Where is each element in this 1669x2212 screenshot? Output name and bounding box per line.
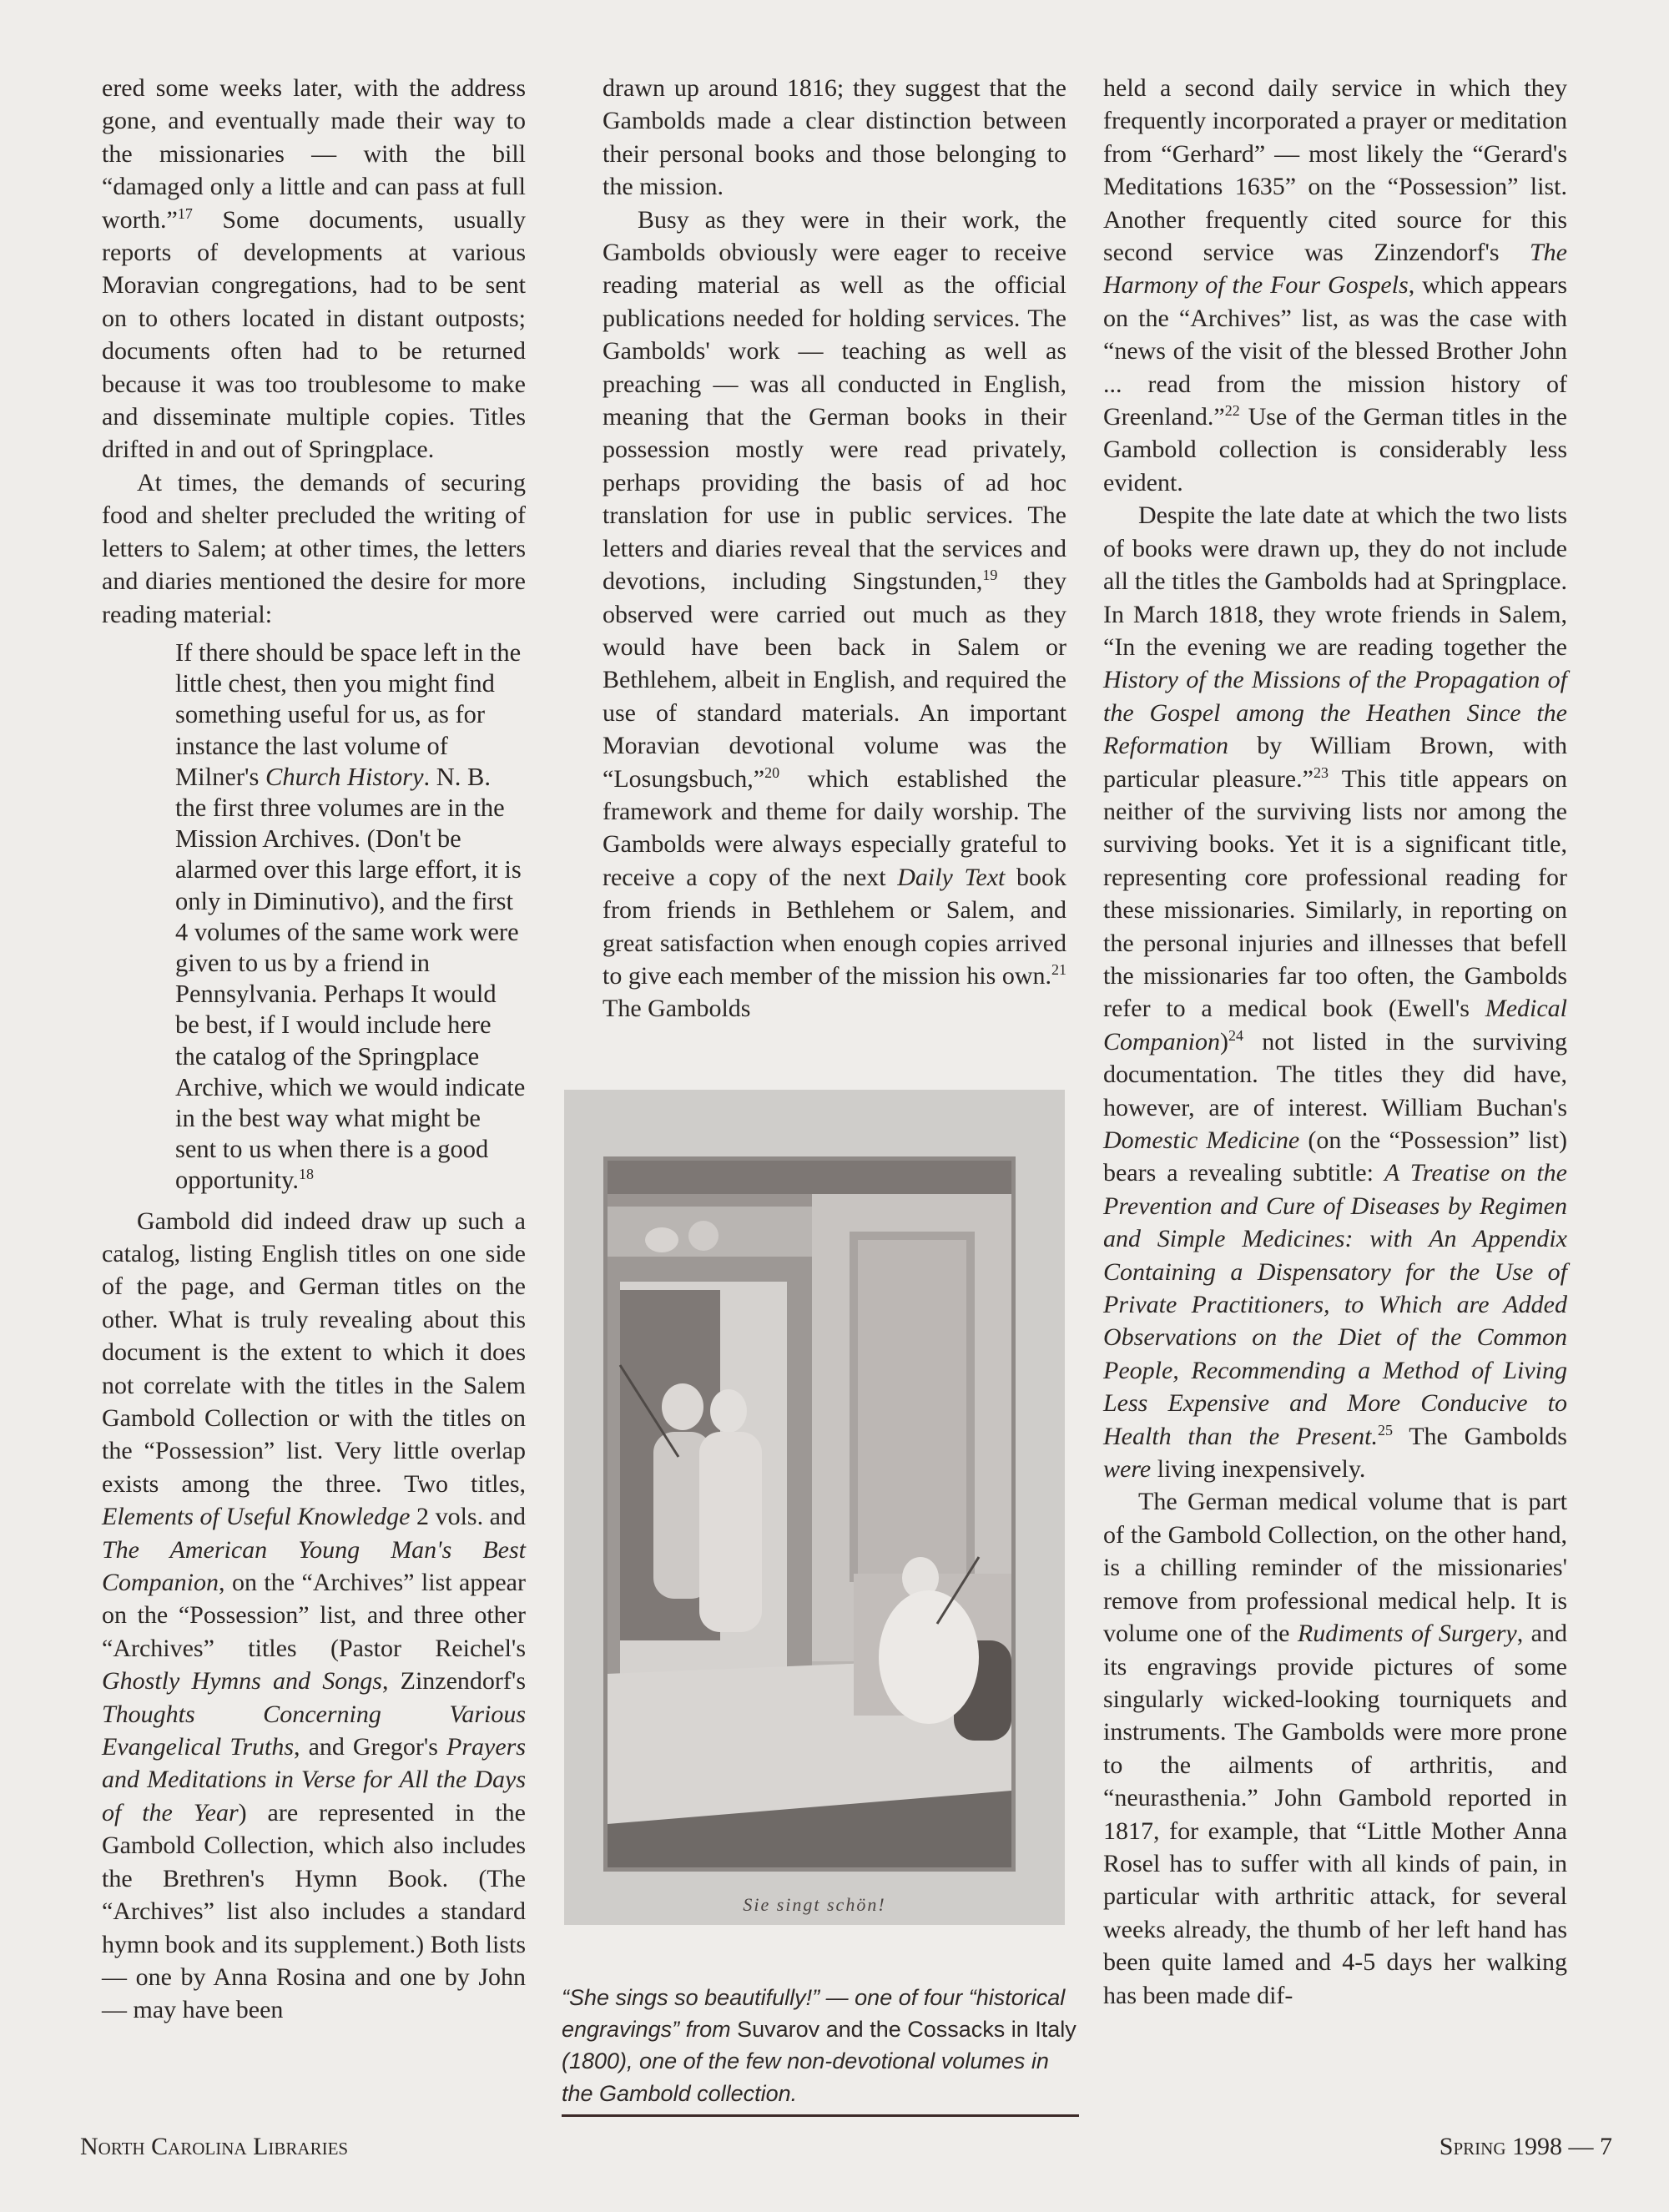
text-run: , which appears on the “Archives” list, as was the case with “news of the visit of the blessed Brother John ... read from the mission history of Greenland.” [1103,271,1567,431]
text-run: book from friends in Bethlehem or Salem, and great satisfaction when enough copies arrived to give each member of the mission his own. [603,863,1067,990]
italic-title: Church History [265,762,424,791]
caption-book-title: Suvarov and the Cossacks in Italy [737,2017,1077,2043]
caption-text: “She sings so beautifully!” — one of four “historical engravings” from [562,1985,1066,2043]
italic-title: The American Young Man's Best Companion [102,1535,526,1597]
issue-page-number: Spring 1998 — 7 [1439,2133,1612,2160]
engraving-figure [564,1090,1065,1925]
text-run: 2 vols. and [410,1503,526,1531]
paragraph [102,466,526,631]
article-column-1 [102,72,526,2027]
footnote-ref: 19 [982,567,998,584]
text-run: The German medical volume that is part of the Gambold Collection, on the other hand, is a chilling reminder of the missionaries' remove from professional medical help. It is volume one of the [1103,1488,1567,1648]
text-run: If there should be space left in the little chest, then you might find something useful for us, as for instance the last volume of Milner's [175,637,522,791]
text-run: , and its engravings provide pictures of some singularly wicked-looking tourniquets and instruments. The Gambolds were more prone to the ailments of arthritis, and “neurasthenia.” John Gambold reported in 1817, for example, that “Little Mother Anna Rosel has to suffer with all kinds of pain, in particular with arthritic attack, for several weeks already, the thumb of her left hand has been quite lamed and 4-5 days her walking has been made dif- [1103,1620,1567,2009]
footnote-ref: 18 [298,1166,314,1183]
block-quote [175,637,526,1197]
italic-title: were [1103,1455,1152,1484]
text-run: Some documents, usually reports of developments at various Moravian congregations, had to be sent on to others located in distant outposts; documents often had to be returned because it was too troublesome to make and disseminate multiple copies. Titles drifted in and out of Springplace. [102,205,526,464]
text-run: Gambold did indeed draw up such a catalog, listing English titles on one side of the page, and German titles on the other. What is truly revealing about this document is the extent to which it does not correlate with the titles in the Salem Gambold Collection or with the titles on the “Possession” list. Very little overlap exists among the three. Two titles, [102,1207,526,1498]
journal-name-footer: North Carolina Libraries [80,2133,349,2160]
italic-title: A Treatise on the Prevention and Cure of Diseases by Regimen and Simple Medicines: with An Appendix Containing a Dispensatory for the Use of Private Practitioners, to Which are Added Observations on the Diet of the Common People, Recommending a Method of Living Less Expensive and More Conducive to Health than the Present. [1103,1159,1567,1450]
paragraph [1103,1485,1567,2012]
text-run: which established the framework and theme for daily worship. The Gambolds were always especially grateful to receive a copy of the next [603,764,1066,891]
text-run: held a second daily service in which they frequently incorporated a prayer or meditation from “Gerhard” — most likely the “Gerard's Meditations 1635” on the “Possession” list. Another frequently cited source for this second service was Zinzendorf's [1103,74,1567,267]
engraving-illustration [603,1156,1016,1872]
text-run: ered some weeks later, with the address gone, and eventually made their way to the missionaries — with the bill “damaged only a little and can pass at full worth.” [102,74,526,234]
footnote-ref: 25 [1378,1421,1393,1439]
text-run: not listed in the surviving documentation. The titles they did have, however, are of interest. William Buchan's [1103,1027,1567,1121]
text-run: . N. B. the first three volumes are in the Mission Archives. (Don't be alarmed over this large effort, it is only in Diminutivo), and the first 4 volumes of the same work were given to us by a friend in Pennsylvania. Perhaps It would be best, if I would include here the catalog of the Springplace Archive, which we would indicate in the best way what might be sent to us when there is a good opportunity. [175,762,526,1195]
italic-title: Thoughts Concerning Various Evangelical Truths [102,1700,526,1761]
figure-caption [562,1982,1079,2117]
paragraph [1103,72,1567,499]
footnote-ref: 23 [1313,763,1329,781]
text-run: living inexpensively. [1151,1455,1366,1484]
article-column-2 [603,72,1066,1025]
footnote-ref: 24 [1228,1026,1244,1044]
text-run: drawn up around 1816; they suggest that the Gambolds made a clear distinction between their personal books and those belonging to the mission. [603,74,1066,201]
text-run: ) [1220,1027,1229,1056]
text-run: , and Gregor's [294,1733,447,1761]
text-run: they observed were carried out much as they would have been back in Salem or Bethlehem, albeit in English, and required the use of standard materials. An important Moravian devotional volume was the “Losungsbuch,” [603,567,1066,793]
italic-title: Domestic Medicine [1103,1126,1300,1154]
italic-title: Elements of Useful Knowledge [102,1503,411,1531]
text-run: The Gambolds [603,995,751,1023]
text-run: At times, the demands of securing food and shelter precluded the writing of letters to Salem; at other times, the letters and diaries mentioned the desire for more reading material: [102,468,526,628]
footnote-ref: 17 [177,204,193,222]
italic-title: Rudiments of Surgery [1297,1620,1517,1648]
italic-title: Medical Companion [1103,995,1567,1056]
text-run: The Gambolds [1393,1422,1567,1450]
text-run: Busy as they were in their work, the Gambolds obviously were eager to receive reading material as well as the official publications needed for holding services. The Gambolds' work — teaching as well as preaching — was all conducted in English, meaning that the German books in their possession mostly were read privately, perhaps providing the basis of ad hoc translation for use in public services. The letters and diaries reveal that the services and devotions, including Singstunden, [603,205,1066,596]
text-run: This title appears on neither of the surviving lists nor among the surviving books. Yet it is a significant title, representing core professional reading for these missionaries. Similarly, in reporting on the personal injuries and illnesses that befell the missionaries far too often, the Gambolds refer to a medical book (Ewell's [1103,764,1568,1023]
italic-title: History of the Missions of the Propagation of the Gospel among the Heathen Since the Reformation [1103,666,1567,760]
italic-title: Daily Text [897,863,1006,891]
paragraph [102,72,526,466]
text-run: Despite the late date at which the two lists of books were drawn up, they do not include all the titles the Gambolds had at Springplace. In March 1818, they wrote friends in Salem, “In the evening we are reading together the [1103,501,1567,661]
engraving-inscription: Sie singt schön! [743,1894,886,1915]
text-run: by William Brown, with particular pleasure.” [1103,732,1567,793]
paragraph [603,204,1066,1025]
text-run: Use of the German titles in the Gambold collection is considerably less evident. [1103,403,1567,496]
footnote-ref: 21 [1051,960,1066,978]
italic-title: Ghostly Hymns and Songs [102,1667,382,1696]
text-run: (on the “Possession” list) bears a revealing subtitle: [1103,1126,1567,1187]
paragraph [603,72,1066,204]
text-run: ) are represented in the Gambold Collection, which also includes the Brethren's Hymn Book. (The “Archives” list also includes a standard hymn book and its supplement.) Both lists — one by Anna Rosina and one by John — may have been [102,1798,526,2024]
italic-title: Prayers and Meditations in Verse for All the Days of the Year [102,1733,526,1827]
italic-title: The Harmony of the Four Gospels [1103,239,1567,300]
footnote-ref: 22 [1224,402,1240,420]
paragraph [1103,499,1567,1485]
caption-text-end: (1800), one of the few non-devotional volumes in the Gambold collection. [562,2048,1049,2106]
article-column-3 [1103,72,1567,2012]
footnote-ref: 20 [764,763,780,781]
text-run: , on the “Archives” list appear on the “Possession” list, and three other “Archives” titles (Pastor Reichel's [102,1569,526,1662]
text-run: , Zinzendorf's [381,1667,526,1696]
paragraph [102,1205,526,2027]
